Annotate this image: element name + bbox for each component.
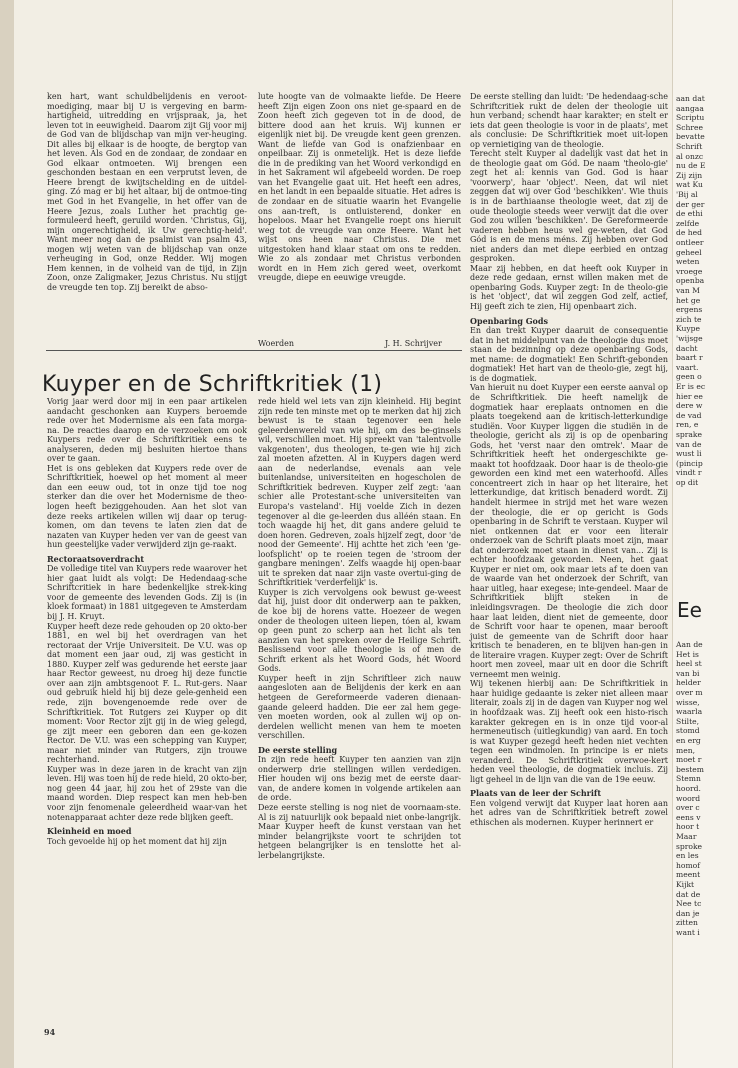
- top-column-2: [258, 92, 461, 283]
- facing-page-line: zelfde: [676, 218, 700, 228]
- facing-page-line: weten: [676, 257, 700, 267]
- paragraph: Maar zij hebben, en dat heeft ook Kuyper in deze rede gedaan, ernst willen maken met de openbaring Gods. Kuyper zegt: In de theolo-gie is het 'object', dat wil zeggen God zelf, actief, Hij geeft zich te zien, Hij openbaart zich.: [470, 263, 668, 312]
- article-title: Kuyper en de Schriftkritiek (1): [42, 372, 383, 397]
- subheading-rectoraatsoverdracht: Rectoraatsoverdracht: [47, 553, 145, 564]
- facing-page-line: geheel: [676, 247, 702, 257]
- subheading-kleinheid-en-moed: Kleinheid en moed: [47, 826, 132, 837]
- facing-page-line: nu de E: [676, 161, 706, 171]
- facing-page-line: wust li: [676, 449, 702, 459]
- paragraph: Kuyper was in deze jaren in de kracht van zijn leven. Hij was toen hij de rede hield, 20 okto-ber, nog geen 44 jaar, hij zou het of 29ste van die maand worden. Diep respect kan men heb-ben voor zijn fenomenale geleerdheid waar-van het notenapparaat achter deze rede blijken geeft.: [47, 764, 247, 822]
- facing-page-line: heel st: [676, 659, 702, 669]
- facing-page-line: al onzc: [676, 151, 704, 161]
- paragraph: Het is ons gebleken dat Kuypers rede over de Schriftkritiek, hoewel op het moment al meer dan een eeuw oud, tot in onze tijd toe nog sterker dan die over het Modernisme de theo-logen heeft beziggehouden. Aan het slot van deze reeks artikelen willen wij daar op terug-komen, om dan tevens te laten zien dat de nazaten van Kuyper heden ver van de geest van hun geestelijke vader verwijderd zijn ge-raakt.: [47, 463, 247, 550]
- top-column-1: [47, 92, 247, 292]
- facing-page-line: van M: [676, 286, 700, 295]
- paragraph: Een volgend verwijt dat Kuyper laat horen aan het adres van de Schriftkritiek betreft zowel ethischen als modernen. Kuyper herinnert er: [470, 798, 668, 828]
- facing-page-fragment: [672, 0, 738, 1068]
- facing-page-line: dacht: [676, 343, 698, 353]
- facing-page-line: meent: [676, 870, 701, 880]
- facing-page-line: en erg: [676, 736, 701, 745]
- paragraph: En dan trekt Kuyper daaruit de consequentie dat in het middelpunt van de theologie dus moet staan de bezinning op deze openbaring Gods, met name: de dogmatiek! Een Schrift-gebonden dogmatiek! Het hart van de theolo-gie, zegt hij, is de dogmatiek.: [470, 326, 668, 383]
- top-column-1-text: ken hart, want schuldbelijdenis en veroot-moediging, maar bij U is vergeving en barm-hartigheid, uitredding en vrijspraak, ja, het leven tot in eeuwigheid. Daarom zijt Gij voor mij de God van de blijdschap van mijn ver-heuging. Dit alles bij elkaar is de hoogte, de bergtop van het leven. Als God en de zondaar, de zondaar en God elkaar ontmoeten. Wij brengen een geschonden bestaan en een verprutst leven, de Heere brengt de kwijtschelding en de uitdel-ging. Zó mag er bij het altaar, bij de ontmoe-ting met God in het Evangelie, in het offer van de Heere Jezus, zoals Luther het prachtig ge-formuleerd heeft, geruild worden. 'Christus, Gij, mijn ongerechtigheid, ik Uw gerechtig-heid'. Want meer nog dan de psalmist van psalm 43, mogen wij weten van de blijdschap van onze verheuging in God, onze Redder. Wij mogen Hem kennen, in de volheid van de tijd, in Zijn Zoon, onze Zaligmaker, Jezus Christus. Nu stijgt de vreugde ten top. Zij bereikt de abso-: [47, 92, 247, 292]
- facing-page-line: zitten: [676, 918, 698, 928]
- facing-page-line: Kuype: [676, 324, 701, 334]
- facing-page-line: van bi: [676, 668, 700, 678]
- facing-page-line: Schree: [676, 122, 703, 132]
- article-column-1: [47, 397, 247, 846]
- facing-page-line: eens v: [676, 812, 701, 822]
- facing-page-line: Maar: [676, 832, 697, 841]
- facing-page-line: want i: [676, 928, 700, 937]
- facing-page-line: dan je: [676, 908, 700, 918]
- paragraph: Van hieruit nu doet Kuyper een eerste aanval op de Schriftkritiek. Die heeft namelijk de dogmatiek haar ereplaats ontnomen en die plaats toegekend aan de kritisch-letterkundige studiën. Voor Kuyper liggen die studiën in de theologie, gericht als zij is op de openbaring Gods, het 'verst naar den omtrek'. Maar de Schriftkritiek heeft het ondergeschikte ge-maakt tot hoofdzaak. Door haar is de theolo-gie geworden een kind met een waterhoofd. Alles concentreert zich in haar op het literaire, het letterkundige, dat kritisch benaderd wordt. Zij handelt hiermee in strijd met het ware wezen der theologie, die er op gericht is Gods openbaring in de Schrift te verstaan. Kuyper wil niet ontkennen dat er voor een literair onderzoek van de Schrift plaats moet zijn, maar dat onderzoek moet staan in dienst van... Zij is echter hoofdzaak geworden. Neen, het gaat Kuyper er niet om, ook maar iets af te doen van de waarde van het onderzoek der Schrift, van haar uitleg, haar exegese; inte-gendeel. Maar de Schriftkritiek blijft steken in de inleidingsvragen. De theologie die zich door haar laat leiden, dient niet de gemeente, door de Schrift voor haar te openen, maar berooft juist de gemeente van de Schrift door haar kritisch te benaderen, en te blijven han-gen in de literaire vragen. Kuyper zegt: Over de Schrift hoort men zoveel, maar uit en door die Schrift verneemt men weinig.: [470, 383, 669, 679]
- paragraph: De volledige titel van Kuypers rede waarover het hier gaat luidt als volgt: De Hedendaag-sche Schriftcritiek in hare bedenkelijke strek-king voor de gemeente des levenden Gods. Zij is (in kloek formaat) in 1881 uitgegeven te Amsterdam bij J. H. Kruyt.: [47, 564, 247, 622]
- facing-page-line: ontleer: [676, 238, 704, 247]
- facing-page-line: over m: [676, 688, 703, 697]
- facing-page-line: wat Ku: [676, 180, 703, 190]
- subheading-de-eerste-stelling: De eerste stelling: [258, 744, 338, 755]
- facing-page-heading: Ee: [677, 598, 702, 622]
- paragraph: Kuyper heeft deze rede gehouden op 20 okto-ber 1881, en wel bij het overdragen van het rectoraat der Vrije Universiteit. De V.U. was op dat moment een jaar oud, zij was gesticht in 1880. Kuyper zelf was gedurende het eerste jaar haar Rector geweest, nu droeg hij deze functie over aan zijn ambtsgenoot F. L. Rut-gers. Naar oud gebruik hield hij bij deze gele-genheid een rede, zijn bovengenoemde rede over de Schriftkritiek. Tot Rutgers zei Kuyper op dit moment: Voor Rector zijt gij in de wieg gelegd, ge zijt meer een geboren dan een ge-kozen Rector. De V.U. was een schepping van Kuyper, maar niet minder van Rutgers, zijn trouwe rechterhand.: [47, 621, 247, 765]
- facing-page-line: dat de: [676, 889, 701, 899]
- paragraph: In zijn rede heeft Kuyper ten aanzien van zijn onderwerp drie stellingen willen verdedigen. Hier houden wij ons bezig met de eerste daar-van, de andere komen in volgende artikelen aan de orde.: [258, 755, 461, 803]
- facing-page-line: vroege: [676, 266, 703, 276]
- facing-page-line: bestem: [676, 764, 704, 774]
- signature-name: J. H. Schrijver: [385, 339, 442, 348]
- facing-page-line: Zij zijn: [676, 170, 703, 180]
- page-number: 94: [44, 1027, 56, 1037]
- facing-page-line: Kijkt: [676, 880, 695, 889]
- subheading-plaats-van-de-leer: Plaats van de leer der Schrift: [470, 788, 602, 799]
- facing-page-line: over c: [676, 803, 700, 813]
- facing-page-line: waarla: [676, 707, 703, 717]
- paragraph: Wij tekenen hierbij aan: De Schriftkritiek in haar huidige gedaante is zeker niet alleen maar literair, zoals zij in de dagen van Kuyper nog wel in hoofdzaak was. Zij heeft ook een histo-risch karakter gekregen en is in onze tijd voor-al hermeneutisch (uitlegkundig) van aard. En toch is wat Kuyper gezegd heeft heden niet vechten tegen een windmolen. In principe is er niets veranderd. De Schriftkritiek overwoe-kert heden veel theologie, de dogmatiek incluis. Zij ligt geheel in de lijn van die van de 19e eeuw.: [470, 679, 668, 784]
- paragraph: Terecht stelt Kuyper al dadelijk vast dat het in de theologie gaat om Gód. De naam 'theolo-gie' zegt het al: kennis van God. God is haar 'voorwerp', haar 'object'. Neen, dat wil niet zeggen dat wij over God 'beschikken'. Wie thuis is in de barthiaanse theologie weet, dat zij de oude theologie steeds weer verwijt dat die over God zou willen 'beschikken'. De Gereformeerde vaderen hebben heus wel ge-weten, dat God Gód is en de mens méns. Zij hebben over God niet anders dan met diepe eerbied en ontzag gesproken.: [470, 149, 668, 264]
- facing-page-line: hoor t: [676, 822, 700, 832]
- facing-page-line: Het is: [676, 649, 699, 659]
- paragraph: Kuyper is zich vervolgens ook bewust ge-weest dat hij, juist door dit onderwerp aan te pakken, de koe bij de horens vatte. Hoezeer de wegen onder de theologen uiteen liepen, tóen al, kwam op geen punt zo scherp aan het licht als ten aanzien van het spreken over de Heilige Schrift. Beslissend voor alle theologie is of men de Schrift erkent als het Woord Gods, hét Woord Gods.: [258, 587, 461, 674]
- facing-page-line: helder: [676, 678, 701, 688]
- facing-page-line: sprake: [676, 430, 703, 439]
- facing-page-line: Stemn: [676, 774, 701, 784]
- facing-page-line: en les: [676, 851, 699, 861]
- facing-page-line: 'wijsge: [676, 334, 703, 343]
- facing-page-line: Nee tc: [676, 899, 702, 909]
- subheading-openbaring-gods: Openbaring Gods: [470, 315, 548, 326]
- facing-page-line: woord: [676, 793, 701, 803]
- facing-page-line: ren, e: [676, 420, 699, 430]
- facing-page-line: 'Bij al: [676, 190, 698, 199]
- article-column-2: [258, 397, 461, 860]
- facing-page-line: openba: [676, 276, 705, 286]
- facing-page-line: stomd: [676, 726, 700, 736]
- signature-place: Woerden: [258, 339, 295, 348]
- facing-page-line: hoord.: [676, 784, 701, 793]
- paragraph: De eerste stelling dan luidt: 'De hedendaag-sche Schriftcritiek rukt de delen der theologie uit hun verband; schendt haar karakter; en stelt er iets dat geen theologie is voor in de plaats', met als conclusie: De Schriftkritiek moet uit-lopen op vernietiging van de theologie.: [470, 92, 668, 149]
- facing-page-line: Aan de: [676, 640, 703, 649]
- facing-page-line: Schrift: [676, 142, 703, 151]
- facing-page-line: op dit: [676, 478, 699, 487]
- facing-page-line: dere w: [676, 401, 703, 411]
- facing-page-line: (pincip: [676, 458, 703, 468]
- facing-page-line: Er is ec: [676, 382, 706, 391]
- paragraph: Deze eerste stelling is nog niet de voornaam-ste. Al is zij natuurlijk ook bepaald niet onbe-langrijk. Maar Kuyper heeft de kunst verstaan van het minder belangrijkste voort te schrijden tot hetgeen belangrijker is en tenslotte het al-lerbelangrijkste.: [258, 802, 461, 860]
- facing-page-line: hier ee: [676, 391, 703, 401]
- facing-page-line: geen o: [676, 372, 702, 382]
- facing-page-line: aangaa: [676, 103, 704, 113]
- binding-edge: [0, 0, 14, 1068]
- facing-page-line: aan dat: [676, 94, 705, 103]
- paragraph: Kuyper heeft in zijn Schriftleer zich nauw aangesloten aan de Belijdenis der kerk en aan hetgeen de Gereformeerde vaderen dienaan-gaande geleerd hadden. Die eer zal hem gege-ven moeten worden, ook al zullen wij op on-derdelen wellicht menen van hem te moeten verschillen.: [258, 673, 461, 741]
- facing-page-line: men,: [676, 745, 695, 755]
- facing-page-line: baart r: [676, 353, 703, 363]
- facing-page-line: Scriptu: [676, 113, 705, 123]
- paragraph: Toch gevoelde hij op het moment dat hij zijn: [47, 836, 227, 846]
- facing-page-line: moet r: [676, 755, 702, 765]
- facing-page-line: zich te: [676, 314, 702, 324]
- facing-page-line: vindt r: [676, 468, 702, 478]
- facing-page-line: van de: [676, 439, 702, 449]
- facing-page-line: het ge: [676, 295, 701, 305]
- article-column-3: [470, 92, 668, 828]
- facing-page-line: Stilte,: [676, 716, 700, 726]
- paragraph: rede hield wel iets van zijn kleinheid. Hij begint zijn rede ten minste met op te merken dat hij zich bewust is te staan tegenover een hele geleerdenwereld van wie hij, om des be-ginsels wil, verschillen moet. Hij spreekt van 'talentvolle vakgenoten', dus theologen, te-gen wie hij zich zal moeten afzetten. Al in Kuypers dagen werd aan de nederlandse, evenals aan vele buitenlandse, universiteiten en hogescholen de Schriftkritiek bedreven. Kuyper zelf zegt: 'aan schier alle Protestant-sche universiteiten van Europa's vasteland'. Hij voelde Zich in dezen tegenover al die ge-leerden dus alléén staan. En toch waagde hij het, dit gans andere geluid te doen horen. Gedreven, zoals hijzelf zegt, door 'de nood der Gemeente'. Hij achtte het zich 'een 'ge-loofsplicht' op te roeien tegen de 'stroom der gangbare meningen'. Zelfs waagde hij open-baar uit te spreken dat naar zijn vaste overtui-ging de Schriftkritiek 'verderfelijk' is.: [258, 397, 461, 588]
- facing-page-line: homof: [676, 860, 701, 870]
- facing-page-line: de ethi: [676, 209, 703, 219]
- facing-page-line: wisse,: [676, 697, 700, 707]
- facing-page-line: der ger: [676, 199, 705, 209]
- facing-page-line: bevatte: [676, 132, 705, 142]
- facing-page-line: de hed: [676, 228, 703, 238]
- facing-page-line: de vad: [676, 410, 702, 420]
- facing-page-line: vaart.: [676, 362, 699, 372]
- top-section-rule: [46, 350, 462, 351]
- facing-page-line: sproke: [676, 841, 703, 851]
- top-column-2-text: lute hoogte van de volmaakte liefde. De Heere heeft Zijn eigen Zoon ons niet ge-spaard en de Zoon heeft zich gegeven tot in de dood, de bittere dood aan het kruis. Wij kunnen er eigenlijk niet bij. De vreugde kent geen grenzen. Want de liefde van God is onafzienbaar en onpeilbaar. Zij is onmetelijk. Het is deze liefde die in de prediking van het Woord verkondigd en in het Sakrament wil afgebeeld worden. De roep van het Evangelie gaat uit. Het heeft een adres, en het landt in een bepaalde situatie. Het adres is de zondaar en de situatie waarin het Evangelie ons aan-treft, is ontluisterend, donker en hopeloos. Maar het Evangelie roept ons hieruit weg tot de vreugde van onze Heere. Want het wijst ons heen naar Christus. Die met uitgestoken hand klaar staat om ons te redden. Wie zo als zondaar met Christus verbonden wordt en in Hem zich gered weet, overkomt vreugde, diepe en eeuwige vreugde.: [258, 92, 461, 283]
- paragraph: Vorig jaar werd door mij in een paar artikelen aandacht geschonken aan Kuypers beroemde rede over het Modernisme als een fata morga-na. De reacties daarop en de verzoeken om ook Kuypers rede over de Schriftkritiek eens te analyseren, deden mij besluiten hiertoe thans over te gaan.: [47, 397, 247, 464]
- facing-page-line: ergens: [676, 305, 703, 315]
